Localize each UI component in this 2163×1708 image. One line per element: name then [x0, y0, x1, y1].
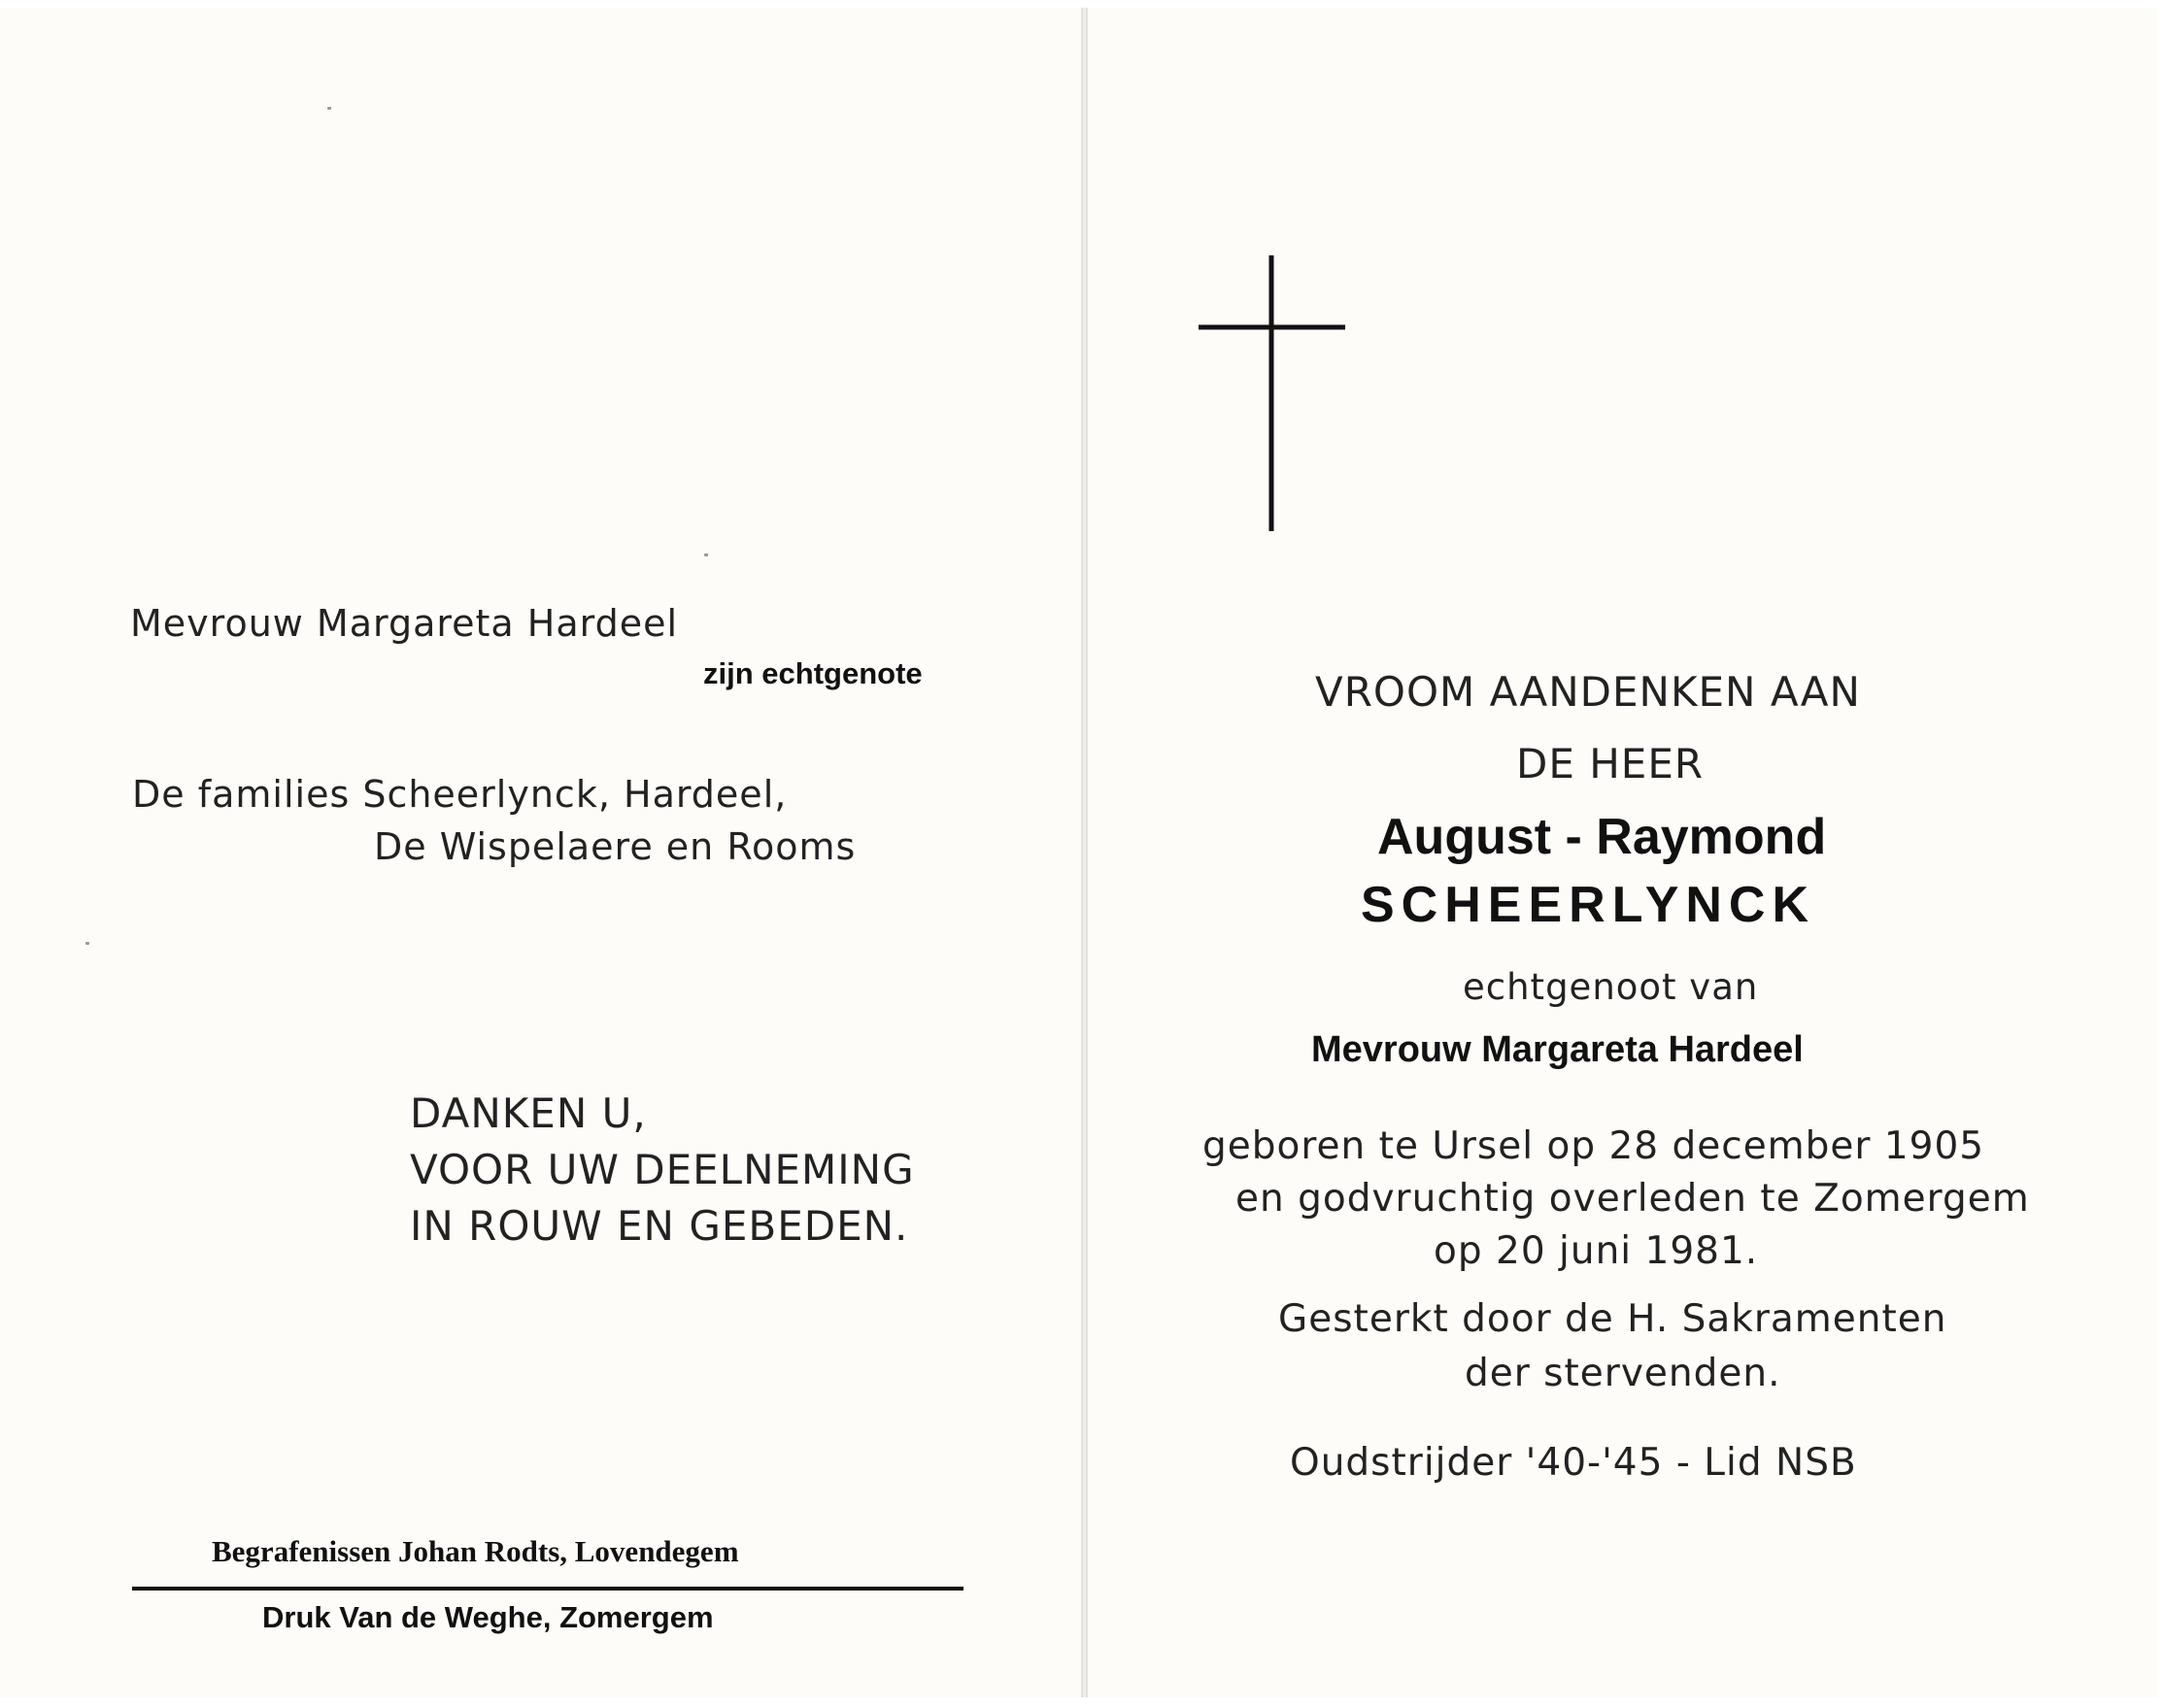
divider-rule [132, 1587, 963, 1591]
sacraments-line-1: Gesterkt door de H. Sakramenten [1278, 1297, 1947, 1341]
heading-line-2: DE HEER [1516, 740, 1705, 787]
born-line: geboren te Ursel op 28 december 1905 [1202, 1124, 1985, 1168]
died-line: en godvruchtig overleden te Zomergem [1235, 1177, 2030, 1221]
spouse-role: zijn echtgenote [703, 656, 923, 690]
spouse-name: Mevrouw Margareta Hardeel [130, 602, 679, 645]
families-line-2: De Wispelaere en Rooms [374, 825, 857, 868]
dust-speck [327, 107, 331, 110]
footer-line: Oudstrijder '40-'45 - Lid NSB [1290, 1441, 1857, 1485]
surname: SCHEERLYNCK [1361, 877, 1816, 933]
heading-line-1: VROOM AANDENKEN AAN [1315, 668, 1861, 716]
thanks-line-3: IN ROUW EN GEBEDEN. [410, 1202, 909, 1250]
funeral-home: Begrafenissen Johan Rodts, Lovendegem [212, 1534, 739, 1568]
dust-speck [85, 942, 89, 945]
thanks-line-1: DANKEN U, [410, 1089, 647, 1137]
sacraments-line-2: der stervenden. [1465, 1352, 1781, 1395]
died-date: op 20 juni 1981. [1434, 1229, 1759, 1273]
printer: Druk Van de Weghe, Zomergem [262, 1600, 714, 1634]
spouse: Mevrouw Margareta Hardeel [1311, 1029, 1804, 1070]
relation: echtgenoot van [1463, 966, 1759, 1008]
dust-speck [704, 553, 708, 556]
given-names: August - Raymond [1377, 809, 1827, 865]
families-line-1: De families Scheerlynck, Hardeel, [132, 773, 788, 816]
thanks-line-2: VOOR UW DEELNEMING [410, 1146, 915, 1193]
